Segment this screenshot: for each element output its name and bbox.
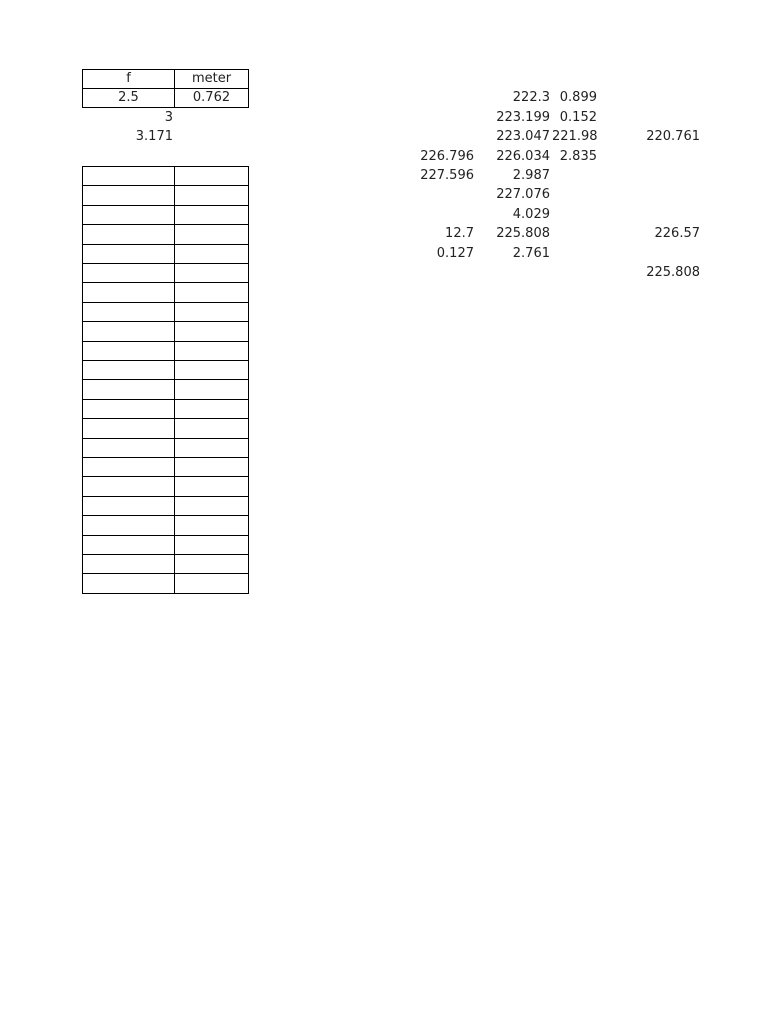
empty-table-cell [174, 321, 249, 341]
empty-table-cell [174, 418, 249, 438]
r1-c1-value: 12.7 [445, 226, 474, 241]
empty-table-cell [174, 282, 249, 302]
empty-table-cell [82, 224, 175, 244]
empty-table-cell [174, 341, 249, 361]
r1-c3-value: 0.152 [559, 110, 597, 125]
r1-c2-value: 227.076 [496, 187, 550, 202]
empty-table-cell [82, 438, 175, 458]
empty-table-cell [82, 554, 175, 574]
r1-c3-value: 2.835 [559, 149, 597, 164]
r1-c2-value: 4.029 [512, 207, 550, 222]
r1-c1-value: 226.796 [420, 149, 474, 164]
left-value-2: 3.171 [135, 129, 173, 144]
empty-table-cell [82, 399, 175, 419]
empty-table-cell [174, 573, 249, 593]
empty-table-cell [174, 302, 249, 322]
r1-c3-value: 0.899 [559, 90, 597, 105]
empty-table-cell [174, 360, 249, 380]
header-label-meter: meter [191, 71, 232, 86]
empty-table-cell [82, 321, 175, 341]
empty-table-cell [174, 185, 249, 205]
empty-table-cell [174, 205, 249, 225]
empty-table-cell [174, 496, 249, 516]
empty-table-cell [174, 476, 249, 496]
empty-table-cell [82, 185, 175, 205]
value-f: 2.5 [118, 90, 139, 105]
empty-table-cell [82, 515, 175, 535]
empty-table-cell [174, 399, 249, 419]
r1-c4-value: 225.808 [646, 265, 700, 280]
empty-table-cell [82, 360, 175, 380]
r1-c4-value: 226.57 [654, 226, 700, 241]
value-meter: 0.762 [192, 90, 231, 105]
empty-table-cell [82, 302, 175, 322]
empty-table-cell [174, 535, 249, 555]
empty-table-cell [174, 263, 249, 283]
empty-table-cell [174, 554, 249, 574]
empty-table-cell [82, 476, 175, 496]
empty-table-cell [174, 224, 249, 244]
r1-c2-value: 226.034 [496, 149, 550, 164]
r1-c2-value: 223.199 [496, 110, 550, 125]
empty-table-cell [174, 166, 249, 186]
r1-c2-value: 2.987 [512, 168, 550, 183]
r1-c4-value: 220.761 [646, 129, 700, 144]
empty-table-cell [174, 244, 249, 264]
empty-table-cell [82, 573, 175, 593]
empty-table-cell [82, 166, 175, 186]
r1-c2-value: 2.761 [512, 246, 550, 261]
empty-table-cell [82, 535, 175, 555]
empty-table-cell [82, 496, 175, 516]
left-value-1: 3 [164, 110, 173, 125]
empty-table-cell [82, 418, 175, 438]
empty-table-cell [82, 282, 175, 302]
r1-c1-value: 0.127 [436, 246, 474, 261]
r1-c2-value: 225.808 [496, 226, 550, 241]
empty-table-cell [82, 457, 175, 477]
r1-c1-value: 227.596 [420, 168, 474, 183]
header-label-f: f [126, 71, 131, 86]
empty-table-cell [82, 379, 175, 399]
empty-table-cell [174, 438, 249, 458]
empty-table-cell [82, 263, 175, 283]
empty-table-cell [82, 205, 175, 225]
empty-table-cell [82, 244, 175, 264]
empty-table-cell [174, 515, 249, 535]
r1-c2-value: 223.047 [496, 129, 550, 144]
r1-c2-value: 222.3 [512, 90, 550, 105]
r1-c3-value: 221.98 [552, 129, 598, 144]
empty-table-cell [82, 341, 175, 361]
empty-table-cell [174, 379, 249, 399]
empty-table-cell [174, 457, 249, 477]
